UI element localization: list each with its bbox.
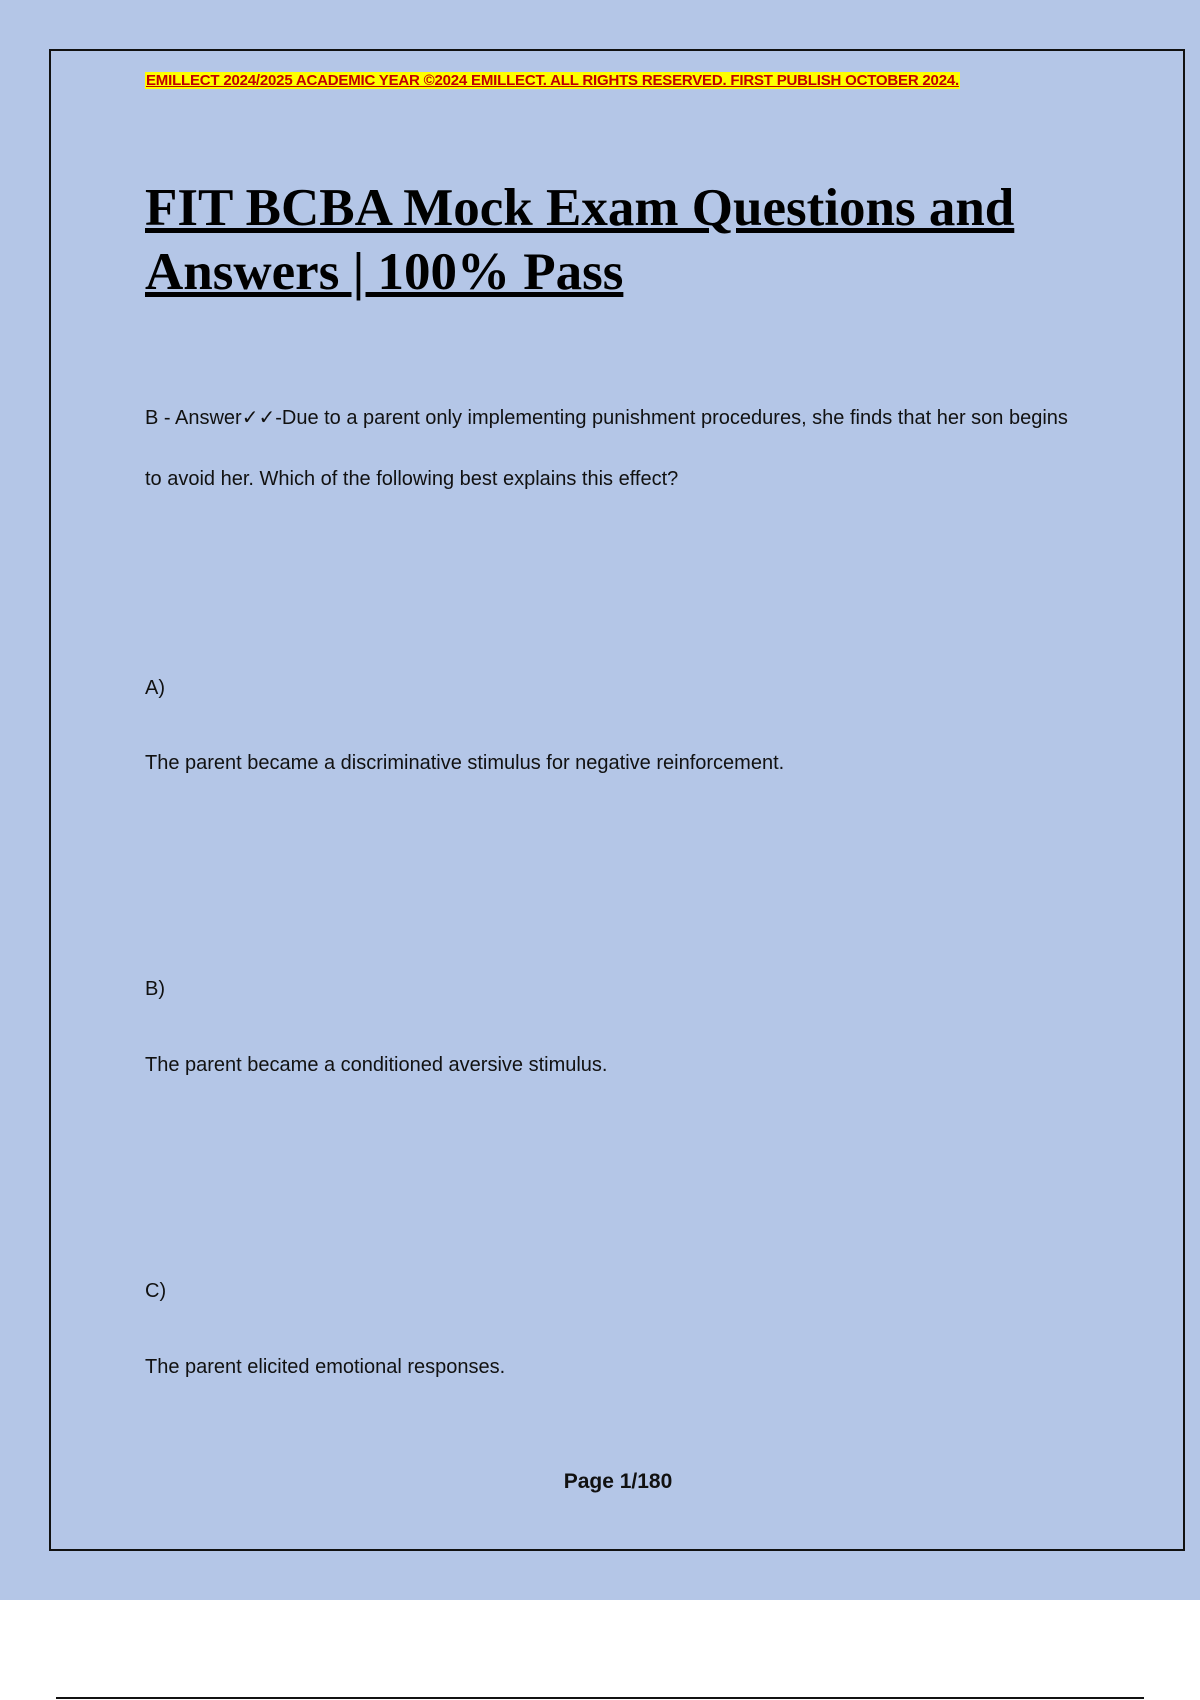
- page-number: Page 1/180: [563, 1470, 673, 1493]
- option-b-text: The parent became a conditioned aversive stimulus.: [145, 1054, 608, 1076]
- copyright-header: EMILLECT 2024/2025 ACADEMIC YEAR ©2024 EMILLECT. ALL RIGHTS RESERVED. FIRST PUBLISH OCTOBER 2024.: [146, 72, 959, 89]
- option-a-text: The parent became a discriminative stimulus for negative reinforcement.: [145, 752, 785, 774]
- document-title: FIT BCBA Mock Exam Questions and Answers | 100% Pass: [145, 179, 1015, 301]
- option-c-text: The parent elicited emotional responses.: [145, 1356, 506, 1378]
- option-b-label: B): [145, 978, 165, 1000]
- option-a-label: A): [145, 677, 165, 699]
- option-c-label: C): [145, 1280, 167, 1302]
- footer-divider: [56, 1697, 1144, 1699]
- question-text: B - Answer✓✓-Due to a parent only implementing punishment procedures, she finds that her son begins to avoid her. Which of the following best explains this effect?: [145, 407, 1068, 490]
